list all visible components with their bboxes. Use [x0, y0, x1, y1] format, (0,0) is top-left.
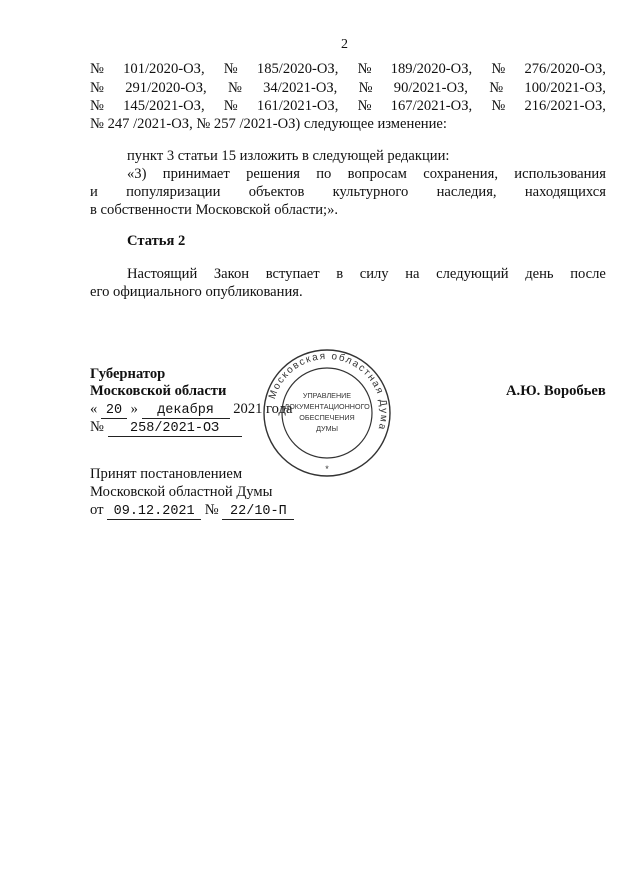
law-ref: 145/2021-ОЗ, — [123, 98, 205, 114]
law-ref: № — [227, 80, 242, 96]
law-ref: 276/2020-ОЗ, — [524, 61, 606, 77]
amendment-word: и — [90, 184, 98, 200]
law-ref: 189/2020-ОЗ, — [390, 61, 473, 77]
law-number — [90, 419, 242, 437]
article-word: в — [336, 266, 344, 282]
date-month: декабря — [142, 403, 230, 419]
law-ref: № — [358, 80, 373, 96]
amendment-word: решения — [246, 166, 300, 182]
stamp-star: * — [325, 464, 329, 474]
adoption-line-2: Московской областной Думы — [90, 484, 273, 500]
article-word: после — [570, 266, 606, 282]
law-ref: № — [223, 98, 238, 114]
page-number: 2 — [341, 37, 348, 52]
amendment-word: популяризации — [126, 184, 221, 200]
law-ref: 101/2020-ОЗ, — [123, 61, 205, 77]
adoption-from-label: от — [90, 502, 104, 518]
law-ref: 167/2021-ОЗ, — [390, 98, 473, 114]
article-word: следующий — [436, 266, 509, 282]
law-ref: 100/2021-ОЗ, — [524, 80, 606, 96]
article-word: день — [525, 266, 554, 282]
law-ref: 291/2020-ОЗ, — [125, 80, 207, 96]
signatory-title-line-2: Московской области — [90, 383, 227, 399]
date-open-quote: « — [90, 401, 98, 417]
law-ref: № — [357, 98, 372, 114]
amendment-word: объектов — [248, 184, 305, 200]
amendment-word: культурного — [332, 184, 409, 200]
article-line-1 — [127, 266, 606, 283]
article-word: силу — [359, 266, 389, 282]
law-ref: № — [491, 98, 506, 114]
signatory-title-line-1: Губернатор — [90, 366, 166, 382]
law-ref: 34/2021-ОЗ, — [263, 80, 338, 96]
amendment-word: находящихся — [524, 184, 606, 200]
date-day: 20 — [101, 403, 127, 419]
article-heading: Статья 2 — [127, 233, 186, 249]
article-word: на — [405, 266, 420, 282]
amendment-word: вопросам — [347, 166, 407, 182]
law-ref: № — [489, 80, 504, 96]
amendment-line-2 — [90, 184, 606, 201]
article-line-2: его официального опубликования. — [90, 284, 303, 300]
signatory-name: А.Ю. Воробьев — [506, 383, 606, 399]
signature-date — [90, 401, 292, 419]
amendment-word: наследия, — [436, 184, 497, 200]
law-ref: 185/2020-ОЗ, — [256, 61, 339, 77]
article-word: Настоящий — [127, 266, 198, 282]
stamp-center-line: ОБЕСПЕЧЕНИЯ — [299, 413, 355, 422]
adoption-date: 09.12.2021 — [107, 504, 201, 520]
date-close-quote: » — [130, 401, 138, 417]
amendment-line-1 — [127, 166, 606, 183]
adoption-number-sign: № — [204, 502, 219, 518]
amendment-word: сохранения, — [423, 166, 498, 182]
amendment-word: принимает — [162, 166, 230, 182]
stamp-center-line: УПРАВЛЕНИЕ — [302, 391, 352, 400]
law-ref: № — [491, 61, 506, 77]
amendment-word: «3) — [127, 166, 147, 182]
law-ref: № — [90, 61, 104, 77]
laws-list-line-1 — [90, 61, 606, 78]
article-word: вступает — [265, 266, 320, 282]
law-ref: № — [223, 61, 238, 77]
adoption-line-1: Принят постановлением — [90, 466, 243, 482]
stamp-ring-text: Московская областная Дума — [266, 350, 390, 433]
laws-list-last-line: № 247 /2021-ОЗ, № 257 /2021-ОЗ) следующее изменение: — [90, 116, 447, 132]
law-ref: 216/2021-ОЗ, — [524, 98, 606, 114]
law-number-sign: № — [90, 419, 104, 435]
laws-list-line-3 — [90, 98, 606, 115]
article-word: Закон — [213, 266, 250, 282]
law-ref: № — [357, 61, 372, 77]
date-year: 2021 года — [233, 401, 293, 417]
law-ref: № — [90, 80, 104, 96]
amendment-line-3: в собственности Московской области;». — [90, 202, 339, 218]
law-ref: 161/2021-ОЗ, — [256, 98, 339, 114]
law-ref: № — [90, 98, 104, 114]
amendment-intro: пункт 3 статьи 15 изложить в следующей редакции: — [127, 148, 450, 164]
laws-list-line-2 — [90, 80, 606, 97]
stamp-center-line: ДОКУМЕНТАЦИОННОГО — [284, 402, 370, 411]
adoption-line-3 — [90, 502, 294, 520]
amendment-word: использования — [514, 166, 606, 182]
amendment-word: по — [316, 166, 332, 182]
stamp-center-line: ДУМЫ — [316, 424, 338, 433]
adoption-number: 22/10-П — [222, 504, 294, 520]
law-ref: 90/2021-ОЗ, — [393, 80, 468, 96]
law-number-value: 258/2021-ОЗ — [108, 421, 242, 437]
